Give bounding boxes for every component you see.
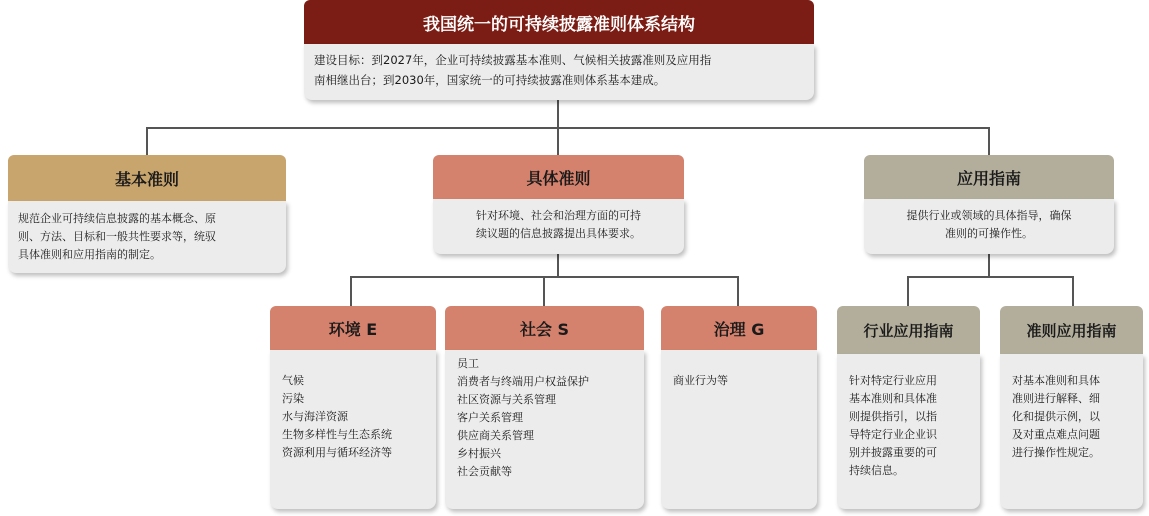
list-item: 员工 <box>457 357 479 370</box>
basic-title-text: 基本准则 <box>114 169 179 189</box>
list-item: 社会贡献等 <box>457 465 512 478</box>
connector-specific-stem <box>557 254 559 277</box>
list-item: 乡村振兴 <box>457 447 501 460</box>
social-box <box>445 306 644 509</box>
list-item: 针对特定行业应用 <box>849 374 937 387</box>
connector-to-industry-guide <box>907 276 909 306</box>
list-item: 准则进行解释、细 <box>1012 392 1100 405</box>
basic-desc-line-2: 则、方法、目标和一般共性要求等，统驭 <box>18 230 216 243</box>
top-structure-box <box>304 0 814 100</box>
connector-top-stem <box>557 100 559 128</box>
connector-level1-horizontal <box>146 127 989 129</box>
guide-box <box>864 155 1114 254</box>
list-item: 生物多样性与生态系统 <box>282 428 392 441</box>
list-item: 气候 <box>282 374 304 387</box>
list-item: 污染 <box>282 392 304 405</box>
specific-desc-line-1: 针对环境、社会和治理方面的可持 <box>476 209 641 222</box>
industry-guide-title <box>837 306 980 354</box>
list-item: 对基本准则和具体 <box>1012 374 1100 387</box>
guide-title-text: 应用指南 <box>956 168 1021 188</box>
list-item: 商业行为等 <box>673 374 728 387</box>
connector-to-gov <box>737 276 739 306</box>
basic-title <box>8 155 286 201</box>
standard-guide-title <box>1000 306 1143 354</box>
connector-guide-stem <box>988 254 990 277</box>
top-title-text: 我国统一的可持续披露准则体系结构 <box>423 14 695 35</box>
standard-guide-box <box>1000 306 1143 509</box>
list-item: 别并披露重要的可 <box>849 446 937 459</box>
connector-to-guide <box>988 127 990 155</box>
top-description <box>304 44 814 100</box>
governance-list <box>661 350 817 509</box>
list-item: 导特定行业企业识 <box>849 428 937 441</box>
basic-standard-box <box>8 155 286 273</box>
specific-title-text: 具体准则 <box>526 168 591 188</box>
specific-description <box>433 199 684 254</box>
guide-title <box>864 155 1114 199</box>
top-title <box>304 0 814 44</box>
specific-desc-line-2: 续议题的信息披露提出具体要求。 <box>476 227 641 240</box>
connector-to-specific <box>557 127 559 155</box>
governance-title-text: 治理 G <box>713 319 765 339</box>
guide-desc-line-1: 提供行业或领域的具体指导，确保 <box>906 209 1072 222</box>
guide-description <box>864 199 1114 254</box>
specific-standard-box <box>433 155 684 254</box>
social-title-text: 社会 S <box>519 319 570 339</box>
social-title <box>445 306 644 350</box>
standard-guide-list <box>1000 354 1143 509</box>
environment-list <box>270 350 436 509</box>
list-item: 则提供指引，以指 <box>849 410 937 423</box>
list-item: 消费者与终端用户权益保护 <box>457 375 589 388</box>
top-desc-line-1: 建设目标：到2027年，企业可持续披露基本准则、气候相关披露准则及应用指 <box>314 53 712 67</box>
list-item: 化和提供示例，以 <box>1012 410 1100 423</box>
industry-guide-title-text: 行业应用指南 <box>863 321 954 340</box>
environment-title-text: 环境 E <box>328 319 378 339</box>
top-desc-line-2: 南相继出台；到2030年，国家统一的可持续披露准则体系基本建成。 <box>314 73 666 87</box>
list-item: 基本准则和具体准 <box>849 392 937 405</box>
list-item: 及对重点难点问题 <box>1012 428 1100 441</box>
connector-level2-guide-horizontal <box>907 276 1074 278</box>
list-item: 水与海洋资源 <box>282 410 348 423</box>
basic-desc-line-3: 具体准则和应用指南的制定。 <box>18 248 161 261</box>
environment-box <box>270 306 436 509</box>
social-list <box>445 350 644 509</box>
list-item: 持续信息。 <box>849 464 904 477</box>
basic-description <box>8 201 286 273</box>
list-item: 社区资源与关系管理 <box>457 393 556 406</box>
environment-title <box>270 306 436 350</box>
connector-to-standard-guide <box>1072 276 1074 306</box>
connector-to-basic <box>146 127 148 155</box>
connector-to-env <box>350 276 352 306</box>
governance-title <box>661 306 817 350</box>
connector-to-social <box>543 276 545 306</box>
industry-guide-box <box>837 306 980 509</box>
list-item: 客户关系管理 <box>457 411 523 424</box>
basic-desc-line-1: 规范企业可持续信息披露的基本概念、原 <box>18 212 216 225</box>
guide-desc-line-2: 准则的可操作性。 <box>945 227 1033 240</box>
list-item: 供应商关系管理 <box>457 429 534 442</box>
list-item: 进行操作性规定。 <box>1012 446 1100 459</box>
list-item: 资源利用与循环经济等 <box>282 446 392 459</box>
specific-title <box>433 155 684 199</box>
industry-guide-list <box>837 354 980 509</box>
standard-guide-title-text: 准则应用指南 <box>1026 321 1117 340</box>
governance-box <box>661 306 817 509</box>
